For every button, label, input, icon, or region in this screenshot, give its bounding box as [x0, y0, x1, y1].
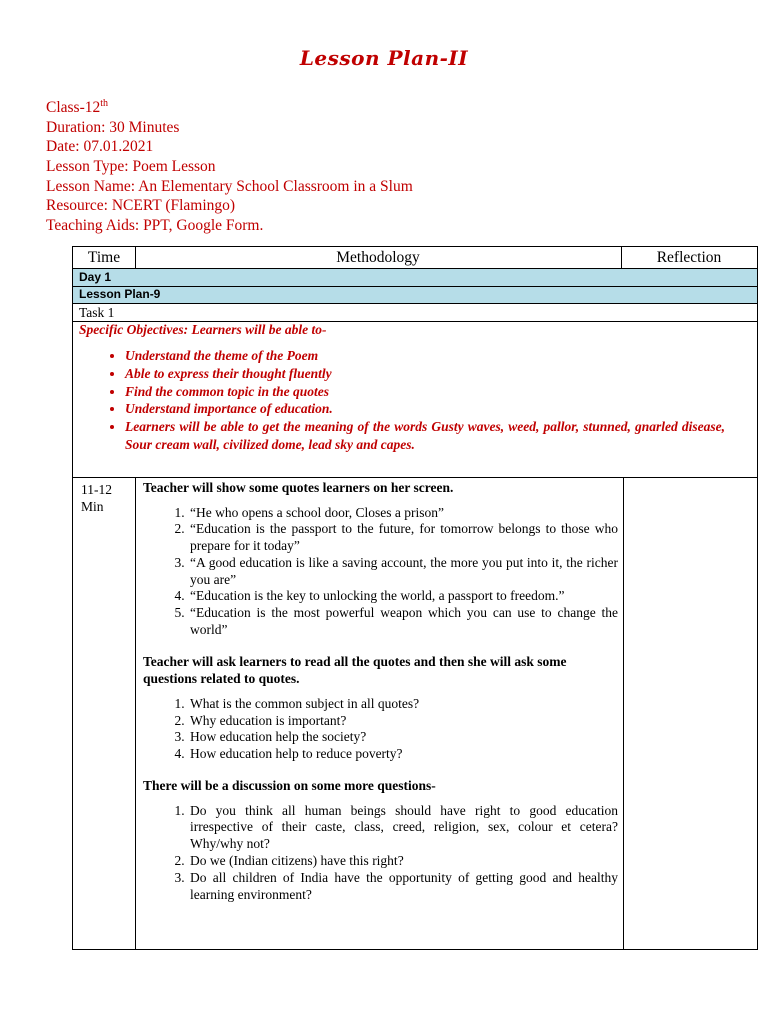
- section-heading: Teacher will show some quotes learners on her screen.: [143, 480, 454, 495]
- header-time: Time: [87, 249, 121, 266]
- list-item: 3. “A good education is like a saving account, the more you put into it, the richer you are”: [188, 555, 618, 589]
- section-heading: There will be a discussion on some more questions-: [143, 778, 436, 794]
- list-item: 3. How education help the society?: [188, 729, 618, 746]
- class-line: [46, 94, 413, 118]
- list-item: 2. Why education is important?: [188, 713, 618, 730]
- day-label: Day 1: [79, 270, 112, 284]
- task-label: Task 1: [79, 305, 115, 320]
- list-item: • Find the common topic in the quotes: [125, 383, 725, 401]
- lesson-plan-label: Lesson Plan-9: [79, 287, 161, 301]
- list-item: 1. Do you think all human beings should have right to good education irrespective of their caste, class, creed, religion, sex, colour et cetera? Why/why not?: [188, 803, 618, 853]
- row-divider: [73, 477, 757, 478]
- duration-line: Duration: 30 Minutes: [46, 118, 180, 136]
- quotes-list: [143, 505, 618, 639]
- lesson-meta: [46, 94, 413, 235]
- objectives-block: [79, 322, 725, 454]
- discussion-questions-list: [143, 803, 618, 904]
- header-methodology: Methodology: [336, 249, 420, 266]
- document-title: Lesson Plan-II: [299, 46, 469, 70]
- list-item: • Understand importance of education.: [125, 400, 725, 418]
- methodology-cell: [143, 479, 618, 917]
- list-item: 3. Do all children of India have the opportunity of getting good and healthy learning environment?: [188, 870, 618, 904]
- list-item: 2. “Education is the passport to the future, for tomorrow belongs to those who prepare for it today”: [188, 521, 618, 555]
- class-value: Class-12: [46, 99, 101, 117]
- date-line: Date: 07.01.2021: [46, 138, 154, 156]
- section-heading: Teacher will ask learners to read all the quotes and then she will ask some questions related to quotes.: [143, 653, 567, 687]
- list-item: • Learners will be able to get the meaning of the words Gusty waves, weed, pallor, stunned, gnarled disease, Sour cream wall, civilized dome, lead sky and capes.: [125, 418, 725, 454]
- lesson-type-line: Lesson Type: Poem Lesson: [46, 157, 216, 175]
- class-superscript: th: [100, 98, 109, 109]
- time-cell: 11-12 Min: [81, 482, 112, 514]
- column-divider: [623, 477, 624, 949]
- list-item: 1. What is the common subject in all quotes?: [188, 696, 618, 713]
- list-item: 4. How education help to reduce poverty?: [188, 746, 618, 763]
- header-reflection: Reflection: [656, 249, 722, 266]
- header-divider: [621, 247, 622, 268]
- lesson-table: [72, 246, 758, 950]
- teaching-aids-line: Teaching Aids: PPT, Google Form.: [46, 216, 264, 234]
- list-item: • Able to express their thought fluently: [125, 365, 725, 383]
- header-divider: [135, 247, 136, 268]
- quote-questions-list: [143, 696, 618, 763]
- list-item: 5. “Education is the most powerful weapon which you can use to change the world”: [188, 605, 618, 639]
- resource-line: Resource: NCERT (Flamingo): [46, 197, 236, 215]
- day-band: [73, 269, 757, 286]
- column-divider: [135, 477, 136, 949]
- lesson-plan-band: [73, 287, 757, 303]
- list-item: 1. “He who opens a school door, Closes a prison”: [188, 505, 618, 522]
- objectives-list: [79, 347, 725, 454]
- lesson-name-line: Lesson Name: An Elementary School Classroom in a Slum: [46, 177, 413, 195]
- list-item: 2. Do we (Indian citizens) have this right?: [188, 853, 618, 870]
- list-item: • Understand the theme of the Poem: [125, 347, 725, 365]
- objectives-heading: Specific Objectives: Learners will be able to-: [79, 322, 327, 337]
- list-item: 4. “Education is the key to unlocking the world, a passport to freedom.”: [188, 588, 618, 605]
- row-divider: [73, 303, 757, 304]
